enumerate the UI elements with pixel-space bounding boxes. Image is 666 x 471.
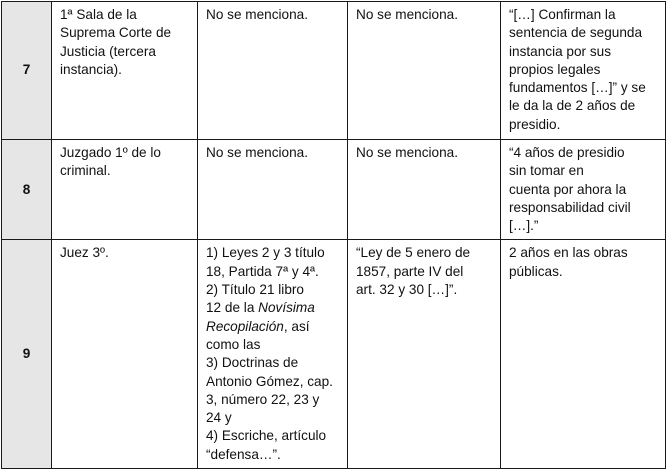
cell-text: Juez 3º. <box>60 245 109 261</box>
cell-text: sin tomar en <box>509 163 584 179</box>
cell-text: le da la de 2 años de <box>509 98 636 114</box>
table-row <box>2 240 666 469</box>
cell-text: sentencia de segunda <box>509 25 643 41</box>
cell-text: propios legales <box>509 61 601 77</box>
cell-text: Justicia (tercera <box>60 43 156 59</box>
text-segment: , así <box>283 318 310 334</box>
cell-text: como las <box>206 336 261 352</box>
cell-text <box>206 318 339 336</box>
cell-authority <box>52 2 198 140</box>
cell-legal-basis <box>198 140 348 240</box>
cell-text: instancia). <box>60 61 122 77</box>
cell-authority <box>52 140 198 240</box>
cell-citation <box>348 240 501 469</box>
cell-text: 24 y <box>206 410 232 426</box>
cell-sentence <box>501 140 666 240</box>
cell-text: Antonio Gómez, cap. <box>206 373 333 389</box>
cell-citation <box>348 140 501 240</box>
cell-text: fundamentos […]” y se <box>509 80 646 96</box>
cell-text: públicas. <box>509 263 563 279</box>
cell-authority <box>52 240 198 469</box>
cell-text: 2) Título 21 libro <box>206 282 304 298</box>
cell-text: cuenta por ahora la <box>509 181 627 197</box>
cell-text: “[…] Confirman la <box>509 7 616 22</box>
cell-text: instancia por sus <box>509 43 612 59</box>
cell-text: 2 años en las obras <box>509 245 628 261</box>
cell-text: No se menciona. <box>356 145 459 160</box>
table-row <box>2 2 666 140</box>
row-number: 7 <box>2 2 52 140</box>
cell-text: No se menciona. <box>356 7 459 22</box>
cell-text: 1857, parte IV del <box>356 263 464 279</box>
table-row <box>2 140 666 240</box>
cell-legal-basis <box>198 240 348 469</box>
cell-text: “defensa…”. <box>206 446 281 462</box>
italic-title: Recopilación <box>206 318 284 334</box>
row-number: 8 <box>2 140 52 240</box>
cell-citation <box>348 2 501 140</box>
cell-legal-basis <box>198 2 348 140</box>
cell-text: 4) Escriche, artículo <box>206 428 327 444</box>
cell-text <box>206 299 339 317</box>
cell-text: “4 años de presidio <box>509 145 625 160</box>
cell-text: “Ley de 5 enero de <box>356 245 471 261</box>
cell-text: 3) Doctrinas de <box>206 355 299 371</box>
cell-text: art. 32 y 30 […]”. <box>356 282 458 298</box>
cell-sentence <box>501 240 666 469</box>
cell-text: No se menciona. <box>206 145 309 160</box>
cell-text: 18, Partida 7ª y 4ª. <box>206 263 319 279</box>
cell-text: presidio. <box>509 116 561 132</box>
cell-text: Juzgado 1º de lo <box>60 145 161 160</box>
cell-text: criminal. <box>60 163 111 179</box>
cell-text: No se menciona. <box>206 7 309 22</box>
row-number: 9 <box>2 240 52 469</box>
cell-text: […].” <box>509 218 539 234</box>
italic-title: Novísima <box>258 300 315 316</box>
document-table <box>1 1 666 469</box>
cell-text: responsabilidad civil <box>509 199 631 215</box>
cell-text: 1ª Sala de la <box>60 7 137 22</box>
cell-text: Suprema Corte de <box>60 25 172 41</box>
cell-sentence <box>501 2 666 140</box>
text-segment: 12 de la <box>206 300 259 316</box>
cell-text: 1) Leyes 2 y 3 título <box>206 245 325 261</box>
cell-text: 3, número 22, 23 y <box>206 391 320 407</box>
